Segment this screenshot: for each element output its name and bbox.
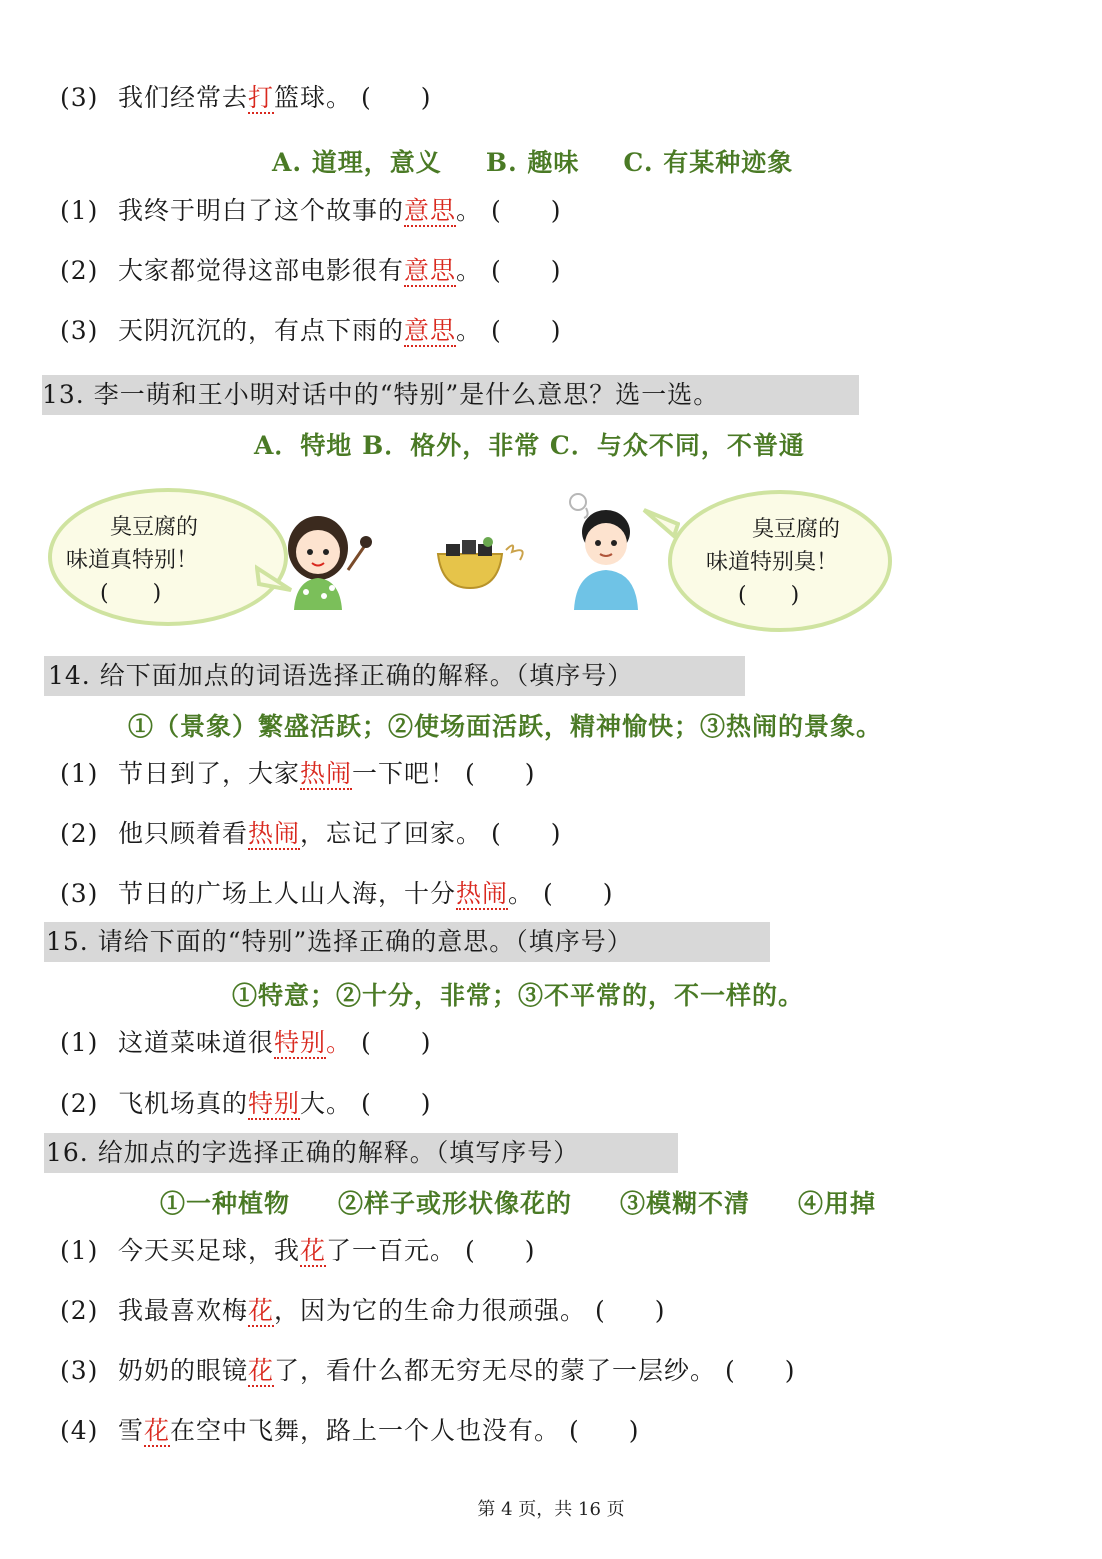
q13-options: A．特地 B．格外，非常 C．与众不同，不普通 bbox=[254, 431, 805, 460]
q16-options bbox=[160, 1186, 876, 1222]
target-word: 打 bbox=[248, 83, 275, 112]
q16-item-4 bbox=[60, 1413, 639, 1449]
item-text: 我终于明白了这个故事的 bbox=[118, 196, 405, 225]
item-number: (2) bbox=[60, 1089, 99, 1118]
answer-blank[interactable]: ( ) bbox=[491, 316, 561, 345]
target-word: 花 bbox=[300, 1236, 327, 1265]
bubble-right-line2: 味道特别臭！ bbox=[706, 550, 839, 575]
bubble-tail-right bbox=[640, 500, 680, 540]
q14-item-3 bbox=[60, 876, 613, 912]
item-number: (3) bbox=[60, 316, 99, 345]
answer-blank[interactable]: ( ) bbox=[543, 879, 613, 908]
item-text-end: 了一百元。 bbox=[326, 1236, 457, 1265]
target-word: 花 bbox=[248, 1296, 275, 1325]
target-word: 特别 bbox=[248, 1089, 301, 1118]
q14-item-1 bbox=[60, 756, 535, 792]
q14-title: 14. 给下面加点的词语选择正确的解释。（填序号） bbox=[44, 656, 745, 696]
item-text-end: ，忘记了回家。 bbox=[300, 819, 483, 848]
bubble-left-blank[interactable]: ( ) bbox=[100, 581, 162, 606]
item-number: (2) bbox=[60, 819, 99, 848]
item-text-end: ，因为它的生命力很顽强。 bbox=[274, 1296, 587, 1325]
answer-blank[interactable]: ( ) bbox=[361, 1028, 431, 1057]
item-text: 节日到了，大家 bbox=[118, 759, 301, 788]
q16-item-3 bbox=[60, 1353, 795, 1389]
q12b-item-1 bbox=[60, 193, 561, 229]
girl-illustration bbox=[270, 500, 380, 610]
item-number: (2) bbox=[60, 256, 99, 285]
bubble-left-line1: 臭豆腐的 bbox=[110, 515, 199, 540]
target-word: 特别 bbox=[274, 1028, 327, 1057]
answer-blank[interactable]: ( ) bbox=[465, 1236, 535, 1265]
boy-illustration bbox=[560, 488, 652, 610]
q16-item-1 bbox=[60, 1233, 535, 1269]
item-text-end: 。 bbox=[456, 256, 483, 285]
q15-item-1 bbox=[60, 1025, 431, 1061]
q14-item-2 bbox=[60, 816, 561, 852]
target-word: 花 bbox=[144, 1416, 171, 1445]
item-number: (1) bbox=[60, 1236, 99, 1265]
bubble-right-blank[interactable]: ( ) bbox=[738, 583, 800, 608]
target-word: 热闹 bbox=[248, 819, 301, 848]
answer-blank[interactable]: ( ) bbox=[569, 1416, 639, 1445]
target-word: 花 bbox=[248, 1356, 275, 1385]
item-text-end: 。 bbox=[508, 879, 535, 908]
item-number: (1) bbox=[60, 1028, 99, 1057]
item-number: (1) bbox=[60, 196, 99, 225]
q15-item-2 bbox=[60, 1086, 431, 1122]
item-text: 今天买足球，我 bbox=[118, 1236, 301, 1265]
bubble-right-line1: 臭豆腐的 bbox=[752, 517, 841, 542]
item-number: (2) bbox=[60, 1296, 99, 1325]
item-number: (3) bbox=[60, 83, 99, 112]
target-word: 意思 bbox=[404, 196, 457, 225]
item-text: 天阴沉沉的，有点下雨的 bbox=[118, 316, 405, 345]
item-text-end: 。 bbox=[456, 316, 483, 345]
q13-title: 13. 李一萌和王小明对话中的“特别”是什么意思？选一选。 bbox=[42, 375, 859, 415]
q12b-item-3 bbox=[60, 313, 561, 349]
item-text-end: 了，看什么都无穷无尽的蒙了一层纱。 bbox=[274, 1356, 717, 1385]
q12b-options bbox=[272, 145, 793, 181]
option-2: ②样子或形状像花的 bbox=[338, 1189, 573, 1218]
answer-blank[interactable]: ( ) bbox=[361, 1089, 431, 1118]
item-text: 节日的广场上人山人海，十分 bbox=[118, 879, 457, 908]
bubble-left-line2: 味道真特别！ bbox=[66, 548, 199, 573]
option-a: A. 道理，意义 bbox=[272, 148, 442, 177]
option-b: B. 趣味 bbox=[485, 148, 580, 177]
item-text-end: 一下吧！ bbox=[352, 759, 457, 788]
item-number: (4) bbox=[60, 1416, 99, 1445]
item-number: (3) bbox=[60, 879, 99, 908]
answer-blank[interactable]: ( ) bbox=[491, 819, 561, 848]
item-text-end: 篮球。 bbox=[274, 83, 353, 112]
target-word: 意思 bbox=[404, 256, 457, 285]
item-number: (3) bbox=[60, 1356, 99, 1385]
q15-options: ①特意；②十分，非常；③不平常的，不一样的。 bbox=[232, 981, 805, 1010]
item-text-end: 大。 bbox=[300, 1089, 353, 1118]
item-text-end: 。 bbox=[456, 196, 483, 225]
item-number: (1) bbox=[60, 759, 99, 788]
q16-item-2 bbox=[60, 1293, 665, 1329]
item-text: 奶奶的眼镜 bbox=[118, 1356, 249, 1385]
q15-title: 15. 请给下面的“特别”选择正确的意思。（填序号） bbox=[44, 922, 770, 962]
item-text-end: 在空中飞舞，路上一个人也没有。 bbox=[170, 1416, 561, 1445]
item-text: 我们经常去 bbox=[118, 83, 249, 112]
q12b-item-2 bbox=[60, 253, 561, 289]
option-4: ④用掉 bbox=[798, 1189, 877, 1218]
answer-blank[interactable]: ( ) bbox=[491, 196, 561, 225]
item-text: 飞机场真的 bbox=[118, 1089, 249, 1118]
item-text: 大家都觉得这部电影很有 bbox=[118, 256, 405, 285]
q16-title: 16. 给加点的字选择正确的解释。（填写序号） bbox=[44, 1133, 678, 1173]
q14-options: ①（景象）繁盛活跃；②使场面活跃，精神愉快；③热闹的景象。 bbox=[128, 712, 883, 741]
item-text: 他只顾着看 bbox=[118, 819, 249, 848]
q12-item-3 bbox=[60, 80, 431, 116]
target-word: 热闹 bbox=[456, 879, 509, 908]
item-text-end: 。 bbox=[326, 1028, 353, 1057]
answer-blank[interactable]: ( ) bbox=[595, 1296, 665, 1325]
item-text: 这道菜味道很 bbox=[118, 1028, 275, 1057]
page-number-footer: 第 4 页，共 16 页 bbox=[477, 1499, 625, 1520]
option-1: ①一种植物 bbox=[160, 1189, 291, 1218]
answer-blank[interactable]: ( ) bbox=[491, 256, 561, 285]
answer-blank[interactable]: ( ) bbox=[725, 1356, 795, 1385]
stinky-tofu-bowl-illustration bbox=[432, 530, 537, 590]
answer-blank[interactable]: ( ) bbox=[361, 83, 431, 112]
item-text: 我最喜欢梅 bbox=[118, 1296, 249, 1325]
target-word: 热闹 bbox=[300, 759, 353, 788]
option-3: ③模糊不清 bbox=[620, 1189, 751, 1218]
item-text: 雪 bbox=[118, 1416, 145, 1445]
option-c: C. 有某种迹象 bbox=[623, 148, 794, 177]
target-word: 意思 bbox=[404, 316, 457, 345]
answer-blank[interactable]: ( ) bbox=[465, 759, 535, 788]
